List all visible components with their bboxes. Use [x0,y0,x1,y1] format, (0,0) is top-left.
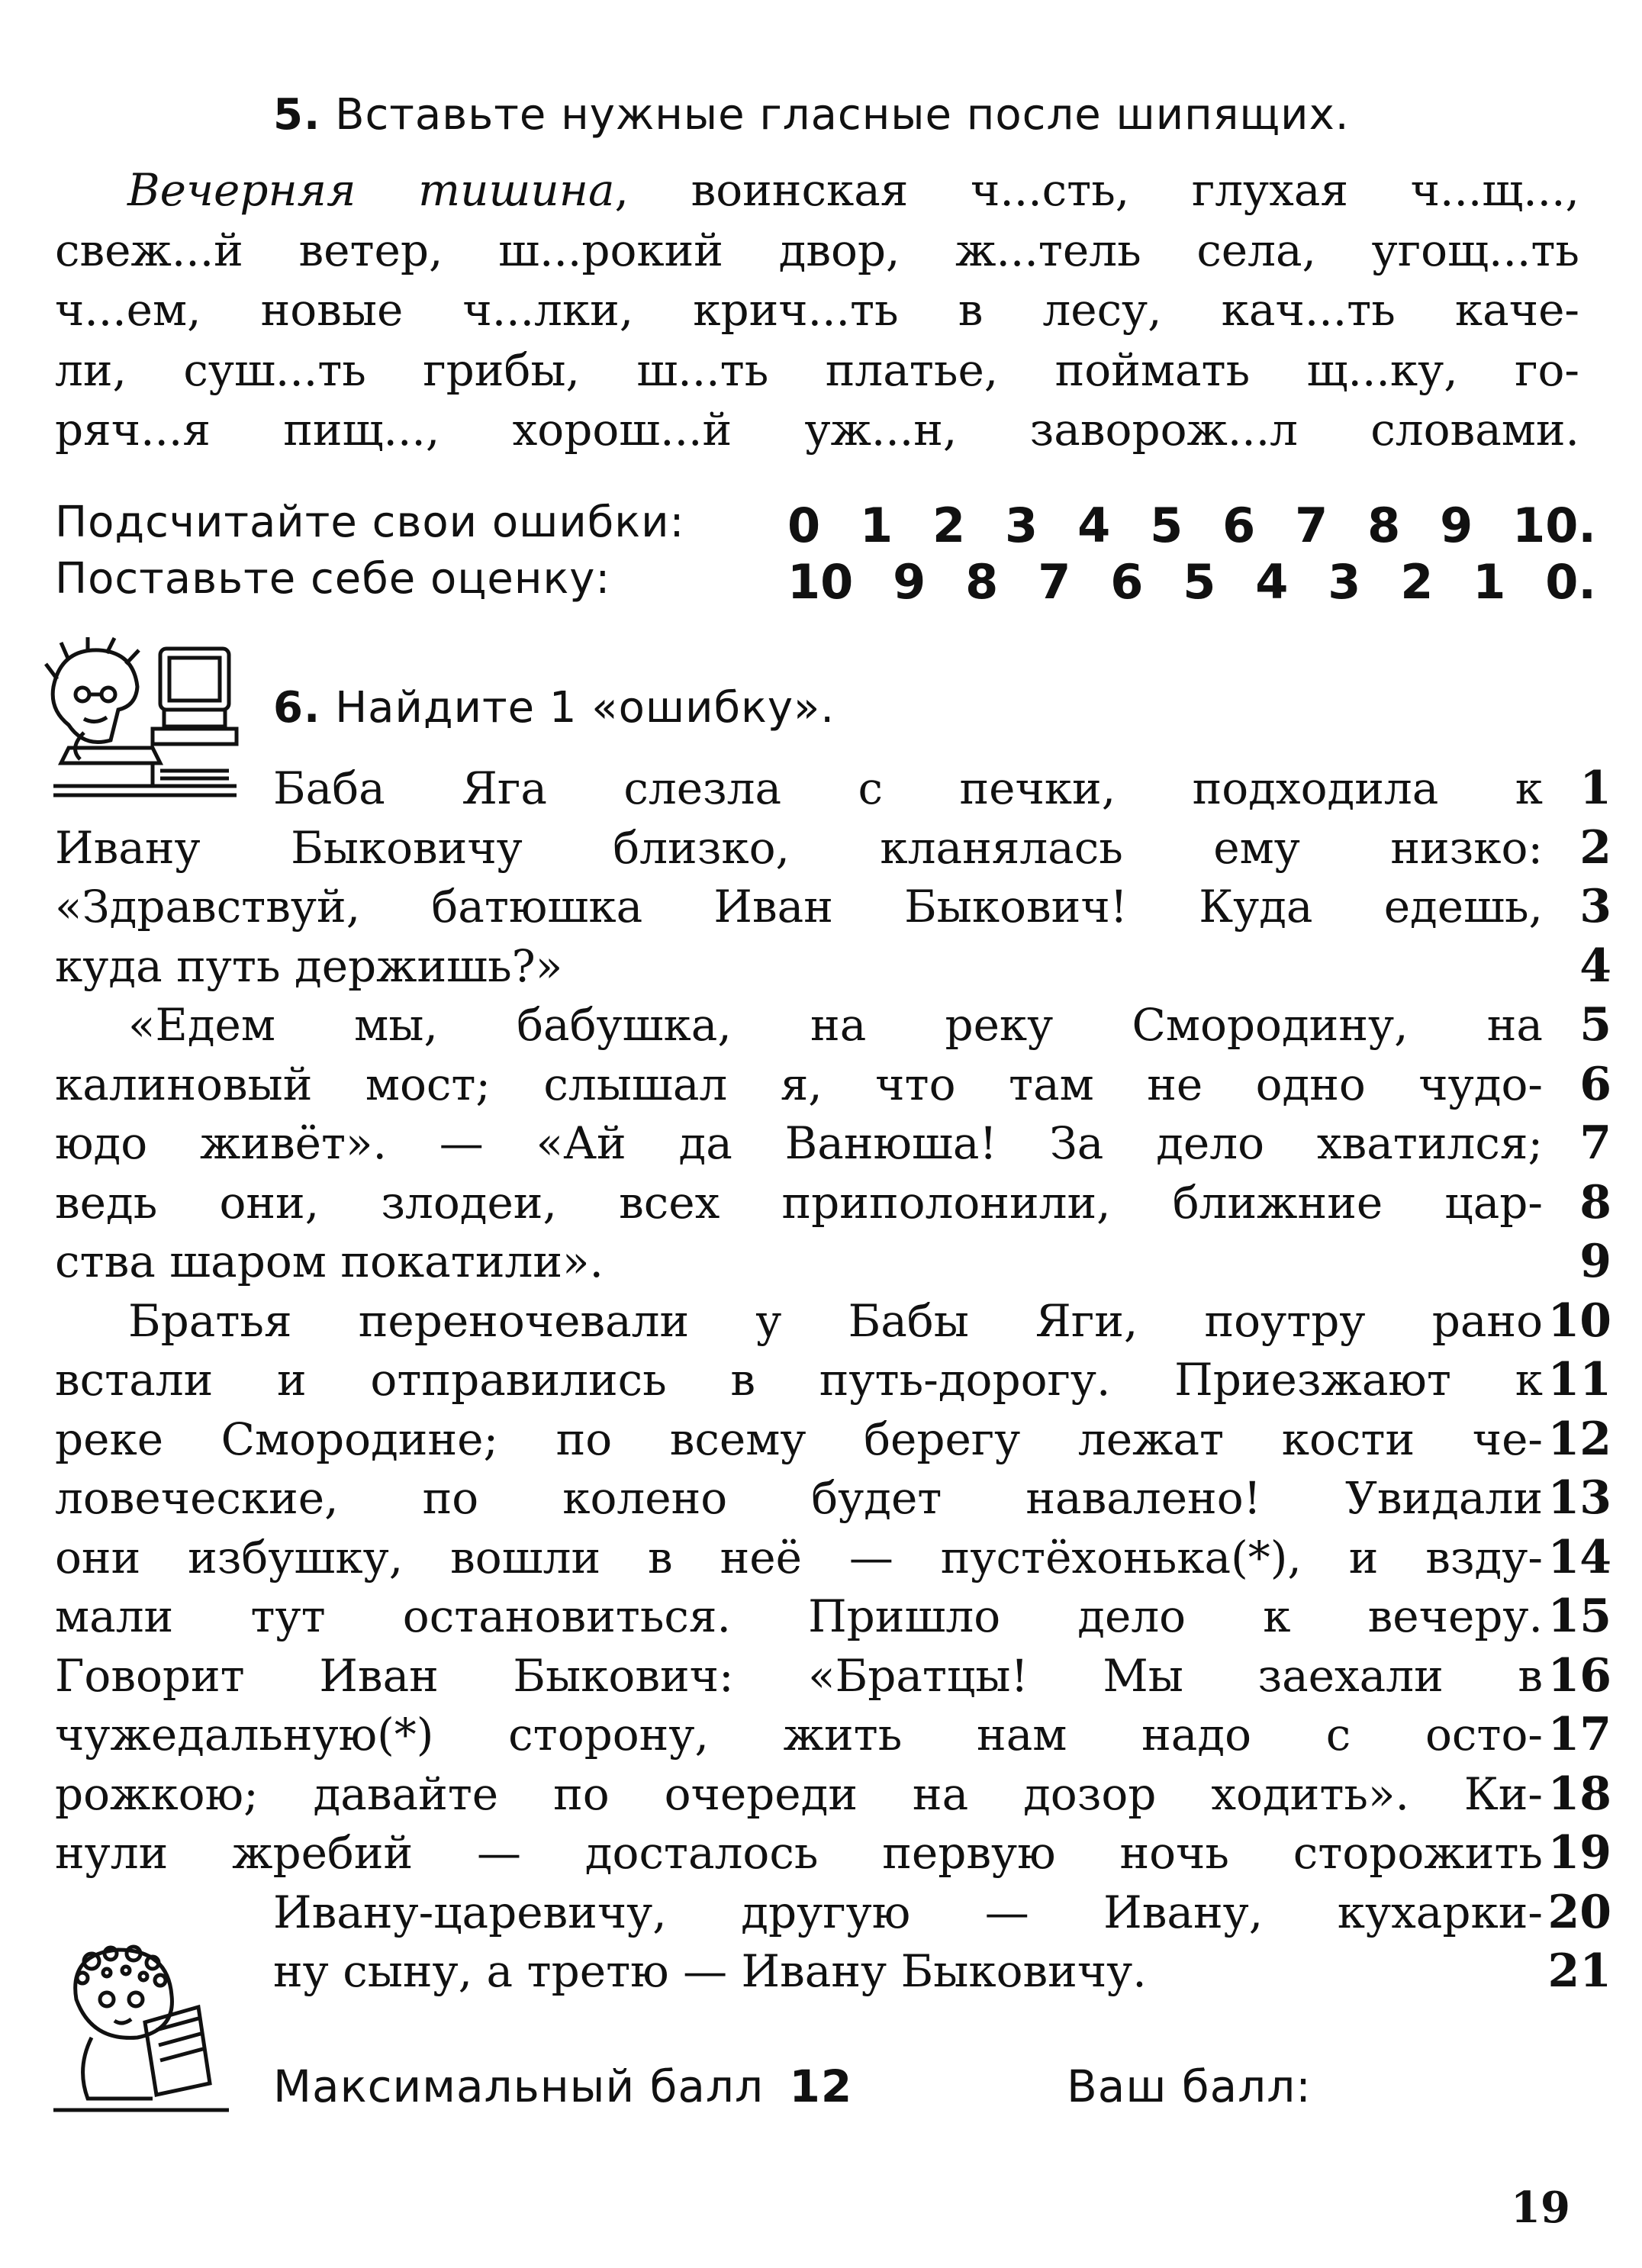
text-line: нули жребий — досталось первую ночь сторожить 19 [55,1824,1611,1883]
text-line: ну сыну, а третю — Ивану Быковичу. 21 [55,1942,1611,2002]
exercise-5-line: ли, суш...ть грибы, ш...ть платье, поймать щ...ку, го- [55,343,1579,396]
line-number: 21 [1547,1944,1611,1998]
exercise-5-number: 5. [273,90,321,140]
line-number: 16 [1547,1648,1611,1703]
error-count: 0 [787,498,821,553]
text-line: калиновый мост; слышал я, что там не одно чудо- 6 [55,1055,1611,1115]
text-line: ведь они, злодеи, всех приполонили, ближние цар- 8 [55,1174,1611,1233]
exercise-5-line: свеж...й ветер, ш...рокий двор, ж...тель села, угощ...ть [55,224,1579,276]
grade-value: 10 [787,554,854,610]
error-count: 3 [1005,498,1038,553]
exercise-6-number: 6. [273,683,321,733]
exercise-6-text [55,759,1611,2002]
line-number: 11 [1547,1353,1611,1406]
line-number: 9 [1579,1235,1611,1288]
line-number: 13 [1547,1471,1611,1525]
grade-value: 0. [1545,554,1596,610]
grades-label: Поставьте себе оценку: [55,554,611,604]
line-number: 18 [1547,1767,1611,1821]
grade-value: 7 [1038,554,1071,610]
max-score-value: 12 [789,2060,853,2112]
grade-value: 1 [1473,554,1506,610]
text-line: «Здравствуй, батюшка Иван Быкович! Куда едешь, 3 [55,878,1611,937]
line-number: 7 [1579,1116,1611,1170]
grade-value: 9 [893,554,926,610]
grades-values [787,554,1596,610]
line-number: 6 [1579,1057,1611,1111]
error-count: 2 [932,498,966,553]
reading-girl-illustration [46,1931,237,2121]
text-line: Братья переночевали у Бабы Яги, поутру рано 10 [55,1292,1611,1351]
grade-value: 6 [1110,554,1144,610]
line-number: 14 [1547,1530,1611,1584]
text-line: Ивану-царевичу, другую — Ивану, кухарки- 20 [55,1883,1611,1943]
text-line: чужедальную(*) сторону, жить нам надо с осто- 17 [55,1706,1611,1765]
grades-row [55,554,1596,612]
exercise-5-line: ряч...я пищ..., хорош...й уж...н, заворож...л словами. [55,404,1579,456]
exercise-5-text [55,160,1579,460]
text-line: куда путь держишь?» 4 [55,937,1611,997]
line-number: 19 [1547,1826,1611,1880]
grade-value: 5 [1183,554,1216,610]
error-count: 4 [1077,498,1111,553]
text-line: мали тут остановиться. Пришло дело к вечеру. 15 [55,1587,1611,1647]
line-number: 8 [1579,1175,1611,1229]
exercise-5-line: ч...ем, новые ч...лки, крич...ть в лесу, кач...ть каче- [55,284,1579,336]
text-line: реке Смородине; по всему берегу лежат кости че- 12 [55,1410,1611,1470]
your-score [1067,2060,1312,2112]
error-count: 10. [1512,498,1596,553]
line-number: 12 [1547,1412,1611,1466]
text-line: они избушку, вошли в неё — пустёхонька(*), и взду- 14 [55,1529,1611,1588]
exercise-5-title [273,90,1350,140]
text-line: рожкою; давайте по очереди на дозор ходить». Ки- 18 [55,1765,1611,1825]
errors-label: Подсчитайте свои ошибки: [55,498,685,547]
max-score-label: Максимальный балл [273,2060,765,2112]
page-number: 19 [1511,2183,1570,2233]
grade-value: 2 [1400,554,1434,610]
line-number: 3 [1579,880,1611,933]
text-line: Баба Яга слезла с печки, подходила к 1 [55,759,1611,819]
error-count: 5 [1150,498,1183,553]
grade-value: 8 [965,554,999,610]
text-line: «Едем мы, бабушка, на реку Смородину, на 5 [55,996,1611,1055]
your-score-label: Ваш балл: [1067,2060,1312,2112]
grade-value: 4 [1255,554,1289,610]
line-number: 20 [1547,1885,1611,1939]
error-count: 6 [1222,498,1256,553]
grade-value: 3 [1328,554,1361,610]
text-line: Ивану Быковичу близко, кланялась ему низко: 2 [55,819,1611,878]
exercise-5-title-text: Вставьте нужные гласные после шипящих. [335,90,1350,140]
line-number: 10 [1547,1293,1611,1348]
exercise-5-line: Вечерняя тишина, воинская ч...сть, глухая ч...щ..., [127,164,1579,216]
error-count: 1 [860,498,893,553]
max-score [273,2060,852,2112]
line-number: 17 [1547,1708,1611,1761]
errors-row [55,498,1596,556]
line-number: 4 [1579,939,1611,993]
text-line: встали и отправились в путь-дорогу. Приезжают к 11 [55,1351,1611,1410]
line-number: 2 [1579,820,1611,875]
line-number: 5 [1579,998,1611,1052]
text-line: Говорит Иван Быкович: «Братцы! Мы заехали в 16 [55,1647,1611,1706]
text-line: ловеческие, по колено будет навалено! Увидали 13 [55,1469,1611,1529]
exercise-6-title [273,683,835,733]
errors-values [787,498,1596,553]
text-line: юдо живёт». — «Ай да Ванюша! За дело хватился; 7 [55,1114,1611,1174]
error-count: 8 [1367,498,1401,553]
error-count: 7 [1295,498,1328,553]
error-count: 9 [1440,498,1473,553]
text-line: ства шаром покатили». 9 [55,1232,1611,1292]
line-number: 1 [1579,762,1611,815]
line-number: 15 [1547,1590,1611,1643]
exercise-5-lead: Вечерняя тишина [127,164,615,216]
exercise-6-title-text: Найдите 1 «ошибку». [335,683,835,733]
